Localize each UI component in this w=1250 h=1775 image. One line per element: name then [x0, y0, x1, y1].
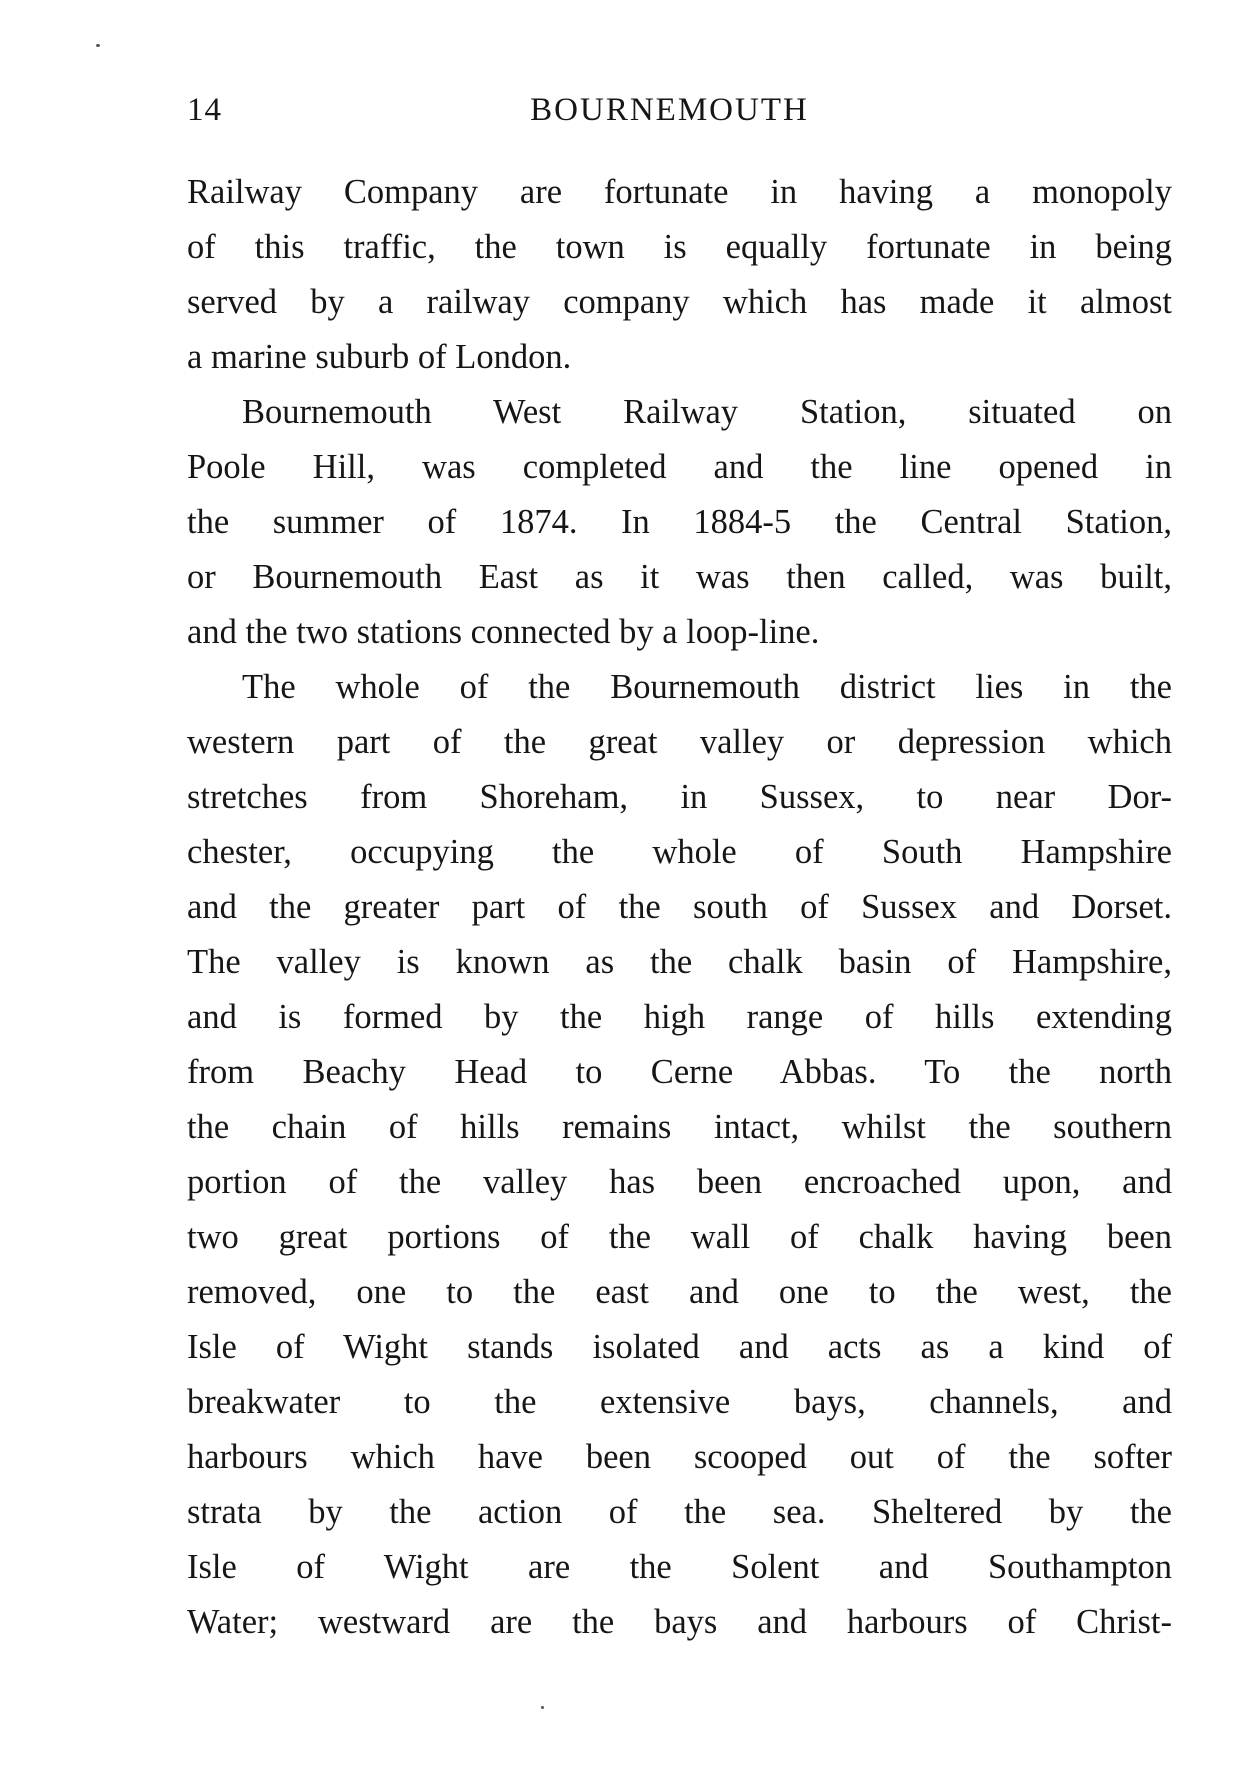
text-line: and is formed by the high range of hills extending	[187, 998, 1172, 1036]
text-line: chester, occupying the whole of South Hampshire	[187, 833, 1172, 871]
body-text	[187, 165, 1172, 1650]
text-line: stretches from Shoreham, in Sussex, to near Dor-	[187, 778, 1172, 816]
text-line: served by a railway company which has made it almost	[187, 283, 1172, 321]
text-line: a marine suburb of London.	[187, 338, 572, 376]
text-line: from Beachy Head to Cerne Abbas. To the north	[187, 1053, 1172, 1091]
text-line: Poole Hill, was completed and the line opened in	[187, 448, 1172, 486]
text-line: strata by the action of the sea. Sheltered by the	[187, 1493, 1172, 1531]
text-line: or Bournemouth East as it was then called, was built,	[187, 558, 1172, 596]
text-line: Isle of Wight are the Solent and Southampton	[187, 1548, 1172, 1586]
scan-speck	[96, 44, 100, 47]
text-line: of this traffic, the town is equally fortunate in being	[187, 228, 1172, 266]
text-line: breakwater to the extensive bays, channels, and	[187, 1383, 1172, 1421]
text-line: The whole of the Bournemouth district lies in the	[242, 668, 1172, 706]
text-line: The valley is known as the chalk basin of Hampshire,	[187, 943, 1172, 981]
page-number: 14	[187, 92, 222, 128]
text-line: removed, one to the east and one to the west, the	[187, 1273, 1172, 1311]
text-line: and the two stations connected by a loop-line.	[187, 613, 820, 651]
text-line: harbours which have been scooped out of the softer	[187, 1438, 1172, 1476]
text-line: the summer of 1874. In 1884-5 the Central Station,	[187, 503, 1172, 541]
text-line: western part of the great valley or depression which	[187, 723, 1172, 761]
running-title: BOURNEMOUTH	[530, 92, 809, 128]
text-line: Railway Company are fortunate in having a monopoly	[187, 173, 1172, 211]
text-line: portion of the valley has been encroached upon, and	[187, 1163, 1172, 1201]
text-line: Isle of Wight stands isolated and acts as a kind of	[187, 1328, 1172, 1366]
text-line: the chain of hills remains intact, whilst the southern	[187, 1108, 1172, 1146]
text-line: and the greater part of the south of Sussex and Dorset.	[187, 888, 1172, 926]
text-line: Bournemouth West Railway Station, situated on	[242, 393, 1172, 431]
page-header	[187, 92, 1172, 142]
text-line: Water; westward are the bays and harbours of Christ-	[187, 1603, 1172, 1641]
scan-speck	[541, 1706, 544, 1709]
text-line: two great portions of the wall of chalk having been	[187, 1218, 1172, 1256]
